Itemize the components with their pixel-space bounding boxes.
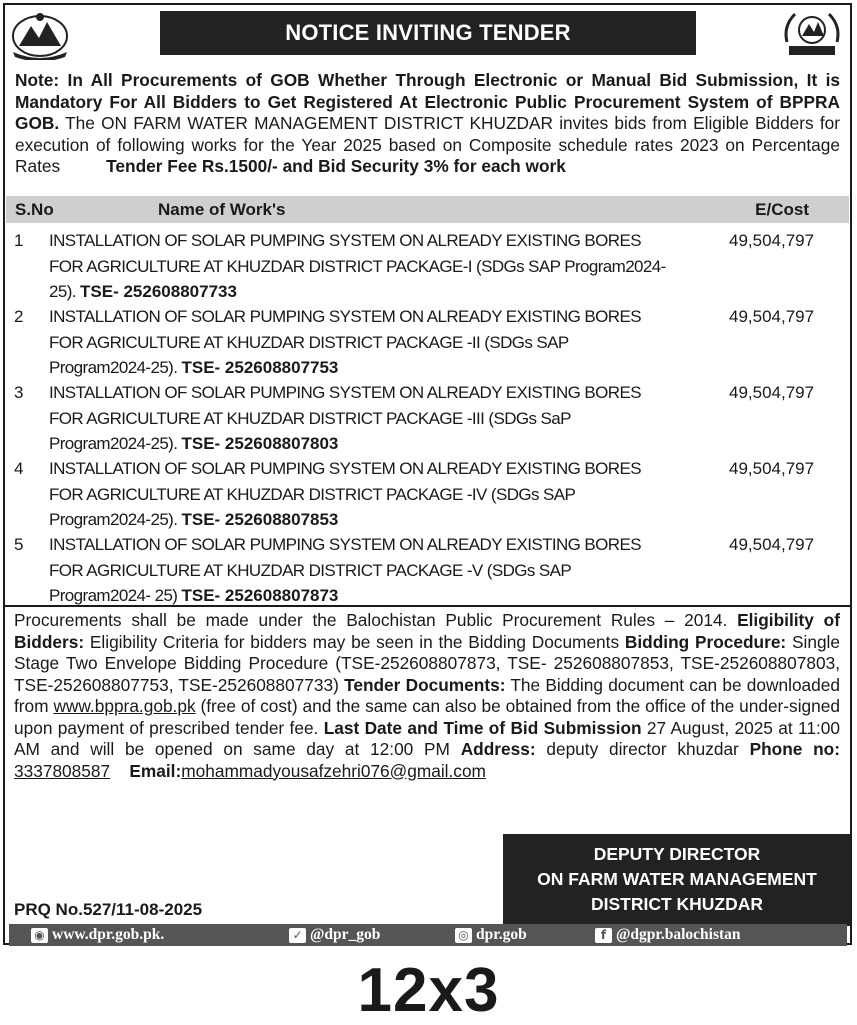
facebook-icon: f — [595, 928, 612, 943]
header-cost: E/Cost — [755, 200, 809, 219]
table-row — [0, 304, 857, 380]
footer-bar — [9, 924, 847, 946]
section-divider — [5, 605, 850, 607]
row-tse: TSE- 252608807803 — [181, 434, 339, 453]
table-row — [0, 456, 857, 532]
signature-block — [503, 834, 851, 926]
phone-label: Phone no: — [749, 739, 840, 759]
procedure-label: Bidding Procedure: — [624, 631, 787, 652]
table-row — [0, 532, 857, 608]
intro-text: The ON FARM WATER MANAGEMENT DISTRICT KHUZDAR invites bids from Eligible Bidders for execution of following works for the Year 2025 based on Composite schedule rates 2023 on Percentage Rates — [15, 113, 840, 176]
row-sno: 4 — [14, 459, 24, 478]
globe-icon: ◉ — [31, 928, 48, 943]
header-sno: S.No — [15, 200, 54, 219]
works-table — [0, 228, 857, 608]
email-link[interactable]: mohammadyousafzehri076@gmail.com — [181, 760, 486, 781]
row-description: INSTALLATION OF SOLAR PUMPING SYSTEM ON ALREADY EXISTING BORES FOR AGRICULTURE AT KHUZDAR DISTRICT PACKAGE -II (SDGs SAP Program2024-25). TSE- 252608807753 — [49, 307, 641, 377]
row-description: INSTALLATION OF SOLAR PUMPING SYSTEM ON ALREADY EXISTING BORES FOR AGRICULTURE AT KHUZDAR DISTRICT PACKAGE -III (SDGs SaP Program2024-25). TSE- 252608807803 — [49, 383, 641, 453]
row-description: INSTALLATION OF SOLAR PUMPING SYSTEM ON ALREADY EXISTING BORES FOR AGRICULTURE AT KHUZDAR DISTRICT PACKAGE -IV (SDGs SAP Program2024-25). TSE- 252608807853 — [49, 459, 641, 529]
row-cost: 49,504,797 — [729, 231, 815, 250]
footer-twitter[interactable]: ✓ @dpr_gob — [289, 924, 380, 946]
signature-department: ON FARM WATER MANAGEMENT — [537, 869, 817, 889]
row-description: INSTALLATION OF SOLAR PUMPING SYSTEM ON ALREADY EXISTING BORES FOR AGRICULTURE AT KHUZDAR DISTRICT PACKAGE-I (SDGs SAP Program2024-25). TSE- 252608807733 — [49, 231, 666, 301]
tender-fee: Tender Fee Rs.1500/- and Bid Security 3% for each work — [106, 156, 566, 176]
row-sno: 3 — [14, 383, 24, 402]
deadline-label: Last Date and Time of Bid Submission — [323, 717, 642, 738]
row-cost: 49,504,797 — [729, 535, 815, 554]
row-tse: TSE- 252608807873 — [181, 586, 339, 605]
row-sno: 1 — [14, 231, 24, 250]
government-crest-icon — [781, 8, 843, 60]
twitter-icon: ✓ — [289, 928, 306, 943]
eligibility-label: Eligibility of Bidders: — [14, 610, 840, 652]
row-cost: 49,504,797 — [729, 307, 815, 326]
row-cost: 49,504,797 — [729, 383, 815, 402]
row-description: INSTALLATION OF SOLAR PUMPING SYSTEM ON ALREADY EXISTING BORES FOR AGRICULTURE AT KHUZDAR DISTRICT PACKAGE -V (SDGs SAP Program2024- 25) TSE- 252608807873 — [49, 535, 641, 605]
documents-label: Tender Documents: — [344, 674, 506, 695]
row-tse: TSE- 252608807753 — [181, 358, 339, 377]
address-label: Address: — [460, 739, 536, 759]
registration-note: Note: In All Procurements of GOB Whether Through Electronic or Manual Bid Submission, It is Mandatory For All Bidders to Get Registered At Electronic Public Procurement System of BPPRA GOB. — [15, 70, 840, 133]
row-cost: 49,504,797 — [729, 459, 815, 478]
row-sno: 2 — [14, 307, 24, 326]
row-tse: TSE- 252608807853 — [181, 510, 339, 529]
balochistan-emblem-icon — [9, 8, 71, 60]
footer-instagram[interactable]: ◎ dpr.gob — [455, 924, 527, 946]
ad-size: 12x3 — [357, 956, 500, 1025]
row-tse: TSE- 252608807733 — [80, 282, 237, 301]
table-header — [6, 196, 849, 223]
intro-paragraph — [15, 70, 840, 178]
website-link[interactable]: www.bppra.gob.pk — [53, 696, 196, 716]
table-row — [0, 380, 857, 456]
signature-district: DISTRICT KHUZDAR — [590, 894, 764, 914]
phone-link[interactable]: 3337808587 — [14, 760, 111, 781]
page-title: NOTICE INVITING TENDER — [160, 11, 696, 55]
signature-title: DEPUTY DIRECTOR — [593, 844, 761, 864]
footer-web[interactable]: ◉ www.dpr.gob.pk. — [31, 924, 164, 946]
prq-number: PRQ No.527/11-08-2025 — [14, 900, 203, 919]
row-sno: 5 — [14, 535, 24, 554]
email-label: Email: — [129, 760, 182, 781]
table-row — [0, 228, 857, 304]
footer-facebook[interactable]: f @dgpr.balochistan — [595, 924, 741, 946]
procurement-details: Procurements shall be made under the Balochistan Public Procurement Rules – 2014. Eligibility of Bidders: Eligibility Criteria for bidders may be seen in the Bidding Documents Bidding Procedure: Single Stage Two Envelope Bidding Procedure (TSE-252608807873, TSE- 252608807853, TSE-252608807803, TSE-252608807753, TSE-252608807733) Tender Documents: The Bidding document can be downloaded from www.bppra.gob.pk (free of cost) and the same can also be obtained from the office of the under-signed upon payment of prescribed tender fee. Last Date and Time of Bid Submission 27 August, 2025 at 11:00 AM and will be opened on same day at 12:00 PM Address: deputy director khuzdar Phone no: 3337808587 Email:mohammadyousafzehri076@gmail.com — [14, 610, 841, 781]
header-name: Name of Work's — [158, 200, 286, 219]
instagram-icon: ◎ — [455, 928, 472, 943]
